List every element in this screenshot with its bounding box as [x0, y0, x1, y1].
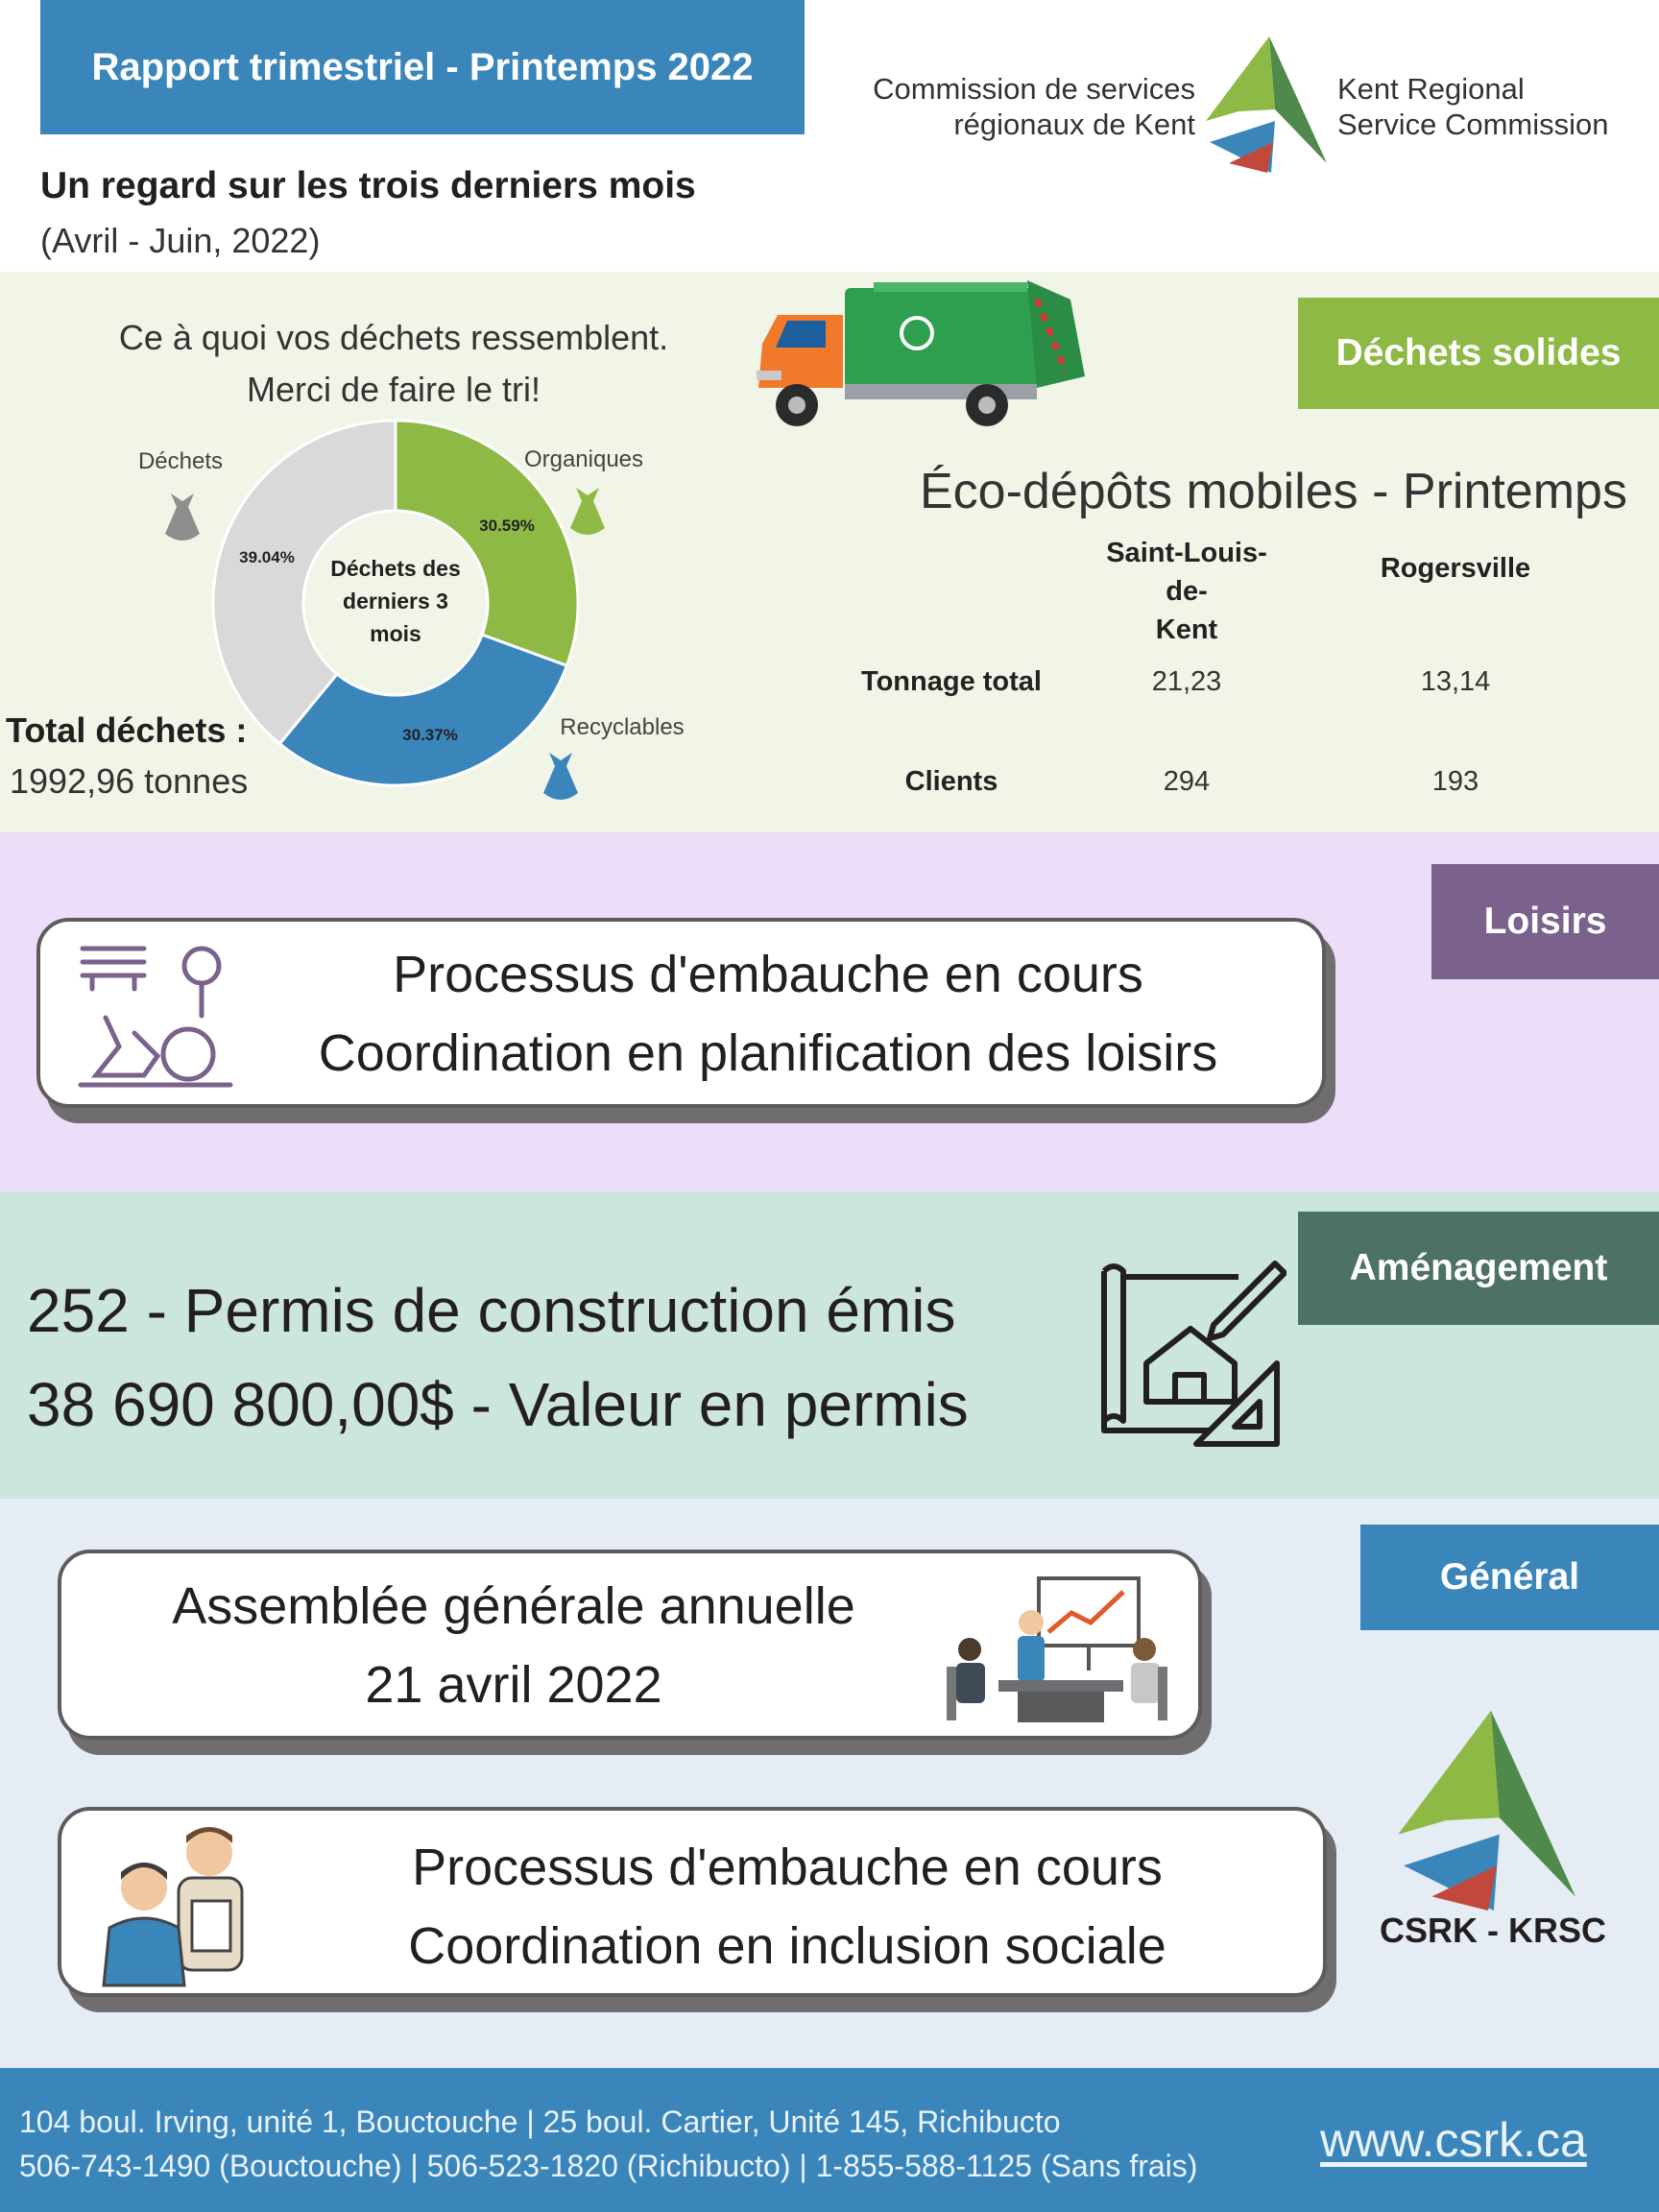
eco-row-clients-label: Clients [904, 766, 998, 797]
blueprint-house-icon [1094, 1258, 1286, 1450]
footer-phones: 506-743-1490 (Bouctouche) | 506-523-1820 (Richibucto) | 1-855-588-1125 (Sans frais) [19, 2149, 1198, 2183]
eco-col-saint-louis [1091, 534, 1283, 649]
leisure-line2: Coordination en planification des loisirs [318, 1024, 1218, 1082]
footer-website-link[interactable]: www.csrk.ca [1320, 2113, 1587, 2167]
footer-address: 104 boul. Irving, unité 1, Bouctouche | 25 boul. Cartier, Unité 145, Richibucto [19, 2104, 1061, 2139]
trash-bag-icon-grey [165, 493, 200, 541]
planning-stats [27, 1263, 969, 1452]
eco-clients-rogersville: 193 [1431, 766, 1479, 797]
leisure-sports-icon [77, 941, 240, 1094]
eco-col-saint-louis-line1: Saint-Louis-de- [1106, 538, 1267, 607]
hiring-line2: Coordination en inclusion sociale [408, 1917, 1166, 1975]
total-waste-label: Total déchets : [6, 710, 248, 750]
garbage-truck-icon [749, 271, 1109, 444]
planning-tag: Aménagement [1298, 1212, 1659, 1325]
eco-clients-saint-louis: 294 [1163, 766, 1211, 797]
meeting-presentation-icon [941, 1575, 1171, 1728]
permits-issued: 252 - Permis de construction émis [27, 1276, 956, 1345]
legend-organiques: Organiques [523, 446, 644, 472]
agm-date: 21 avril 2022 [365, 1656, 662, 1714]
eco-depot-table [803, 528, 1657, 831]
eco-col-saint-louis-line2: Kent [1155, 614, 1218, 645]
trash-bag-icon-blue [543, 753, 578, 800]
donut-center-line2: derniers 3 [343, 589, 448, 613]
total-waste-value: 1992,96 tonnes [10, 761, 249, 801]
eco-tonnage-rogersville: 13,14 [1420, 666, 1491, 697]
general-tag: Général [1360, 1525, 1659, 1630]
interview-people-icon [96, 1824, 269, 1987]
org-name-en-line1: Kent Regional [1337, 72, 1525, 106]
waste-caption-line2: Merci de faire le tri! [246, 370, 541, 409]
eco-col-rogersville: Rogersville [1380, 553, 1531, 584]
slice-label-dechets: 39.04% [239, 548, 295, 566]
slice-label-recyclables: 30.37% [402, 726, 458, 744]
solid-waste-tag: Déchets solides [1298, 298, 1659, 409]
report-period: (Avril - Juin, 2022) [40, 221, 321, 260]
eco-depot-title: Éco-dépôts mobiles - Printemps [920, 464, 1627, 519]
report-subtitle: Un regard sur les trois derniers mois [40, 165, 696, 206]
report-title: Rapport trimestriel - Printemps 2022 [40, 0, 805, 134]
commission-logo-icon [1200, 29, 1334, 173]
org-name-en [1337, 71, 1654, 142]
hiring-line1: Processus d'embauche en cours [412, 1839, 1163, 1896]
trash-bag-icon-green [570, 488, 605, 535]
donut-center-line3: mois [370, 621, 421, 646]
csrk-logo-icon [1382, 1699, 1594, 1911]
permits-value: 38 690 800,00$ - Valeur en permis [27, 1370, 969, 1439]
legend-recyclables: Recyclables [560, 714, 685, 740]
legend-dechets: Déchets [137, 448, 224, 474]
donut-center-line1: Déchets des [330, 556, 461, 581]
org-name-fr-line2: régionaux de Kent [953, 108, 1195, 141]
org-name-fr-line1: Commission de services [873, 72, 1195, 106]
org-name-en-line2: Service Commission [1337, 108, 1609, 141]
agm-title: Assemblée générale annuelle [172, 1577, 855, 1635]
csrk-logo-text: CSRK - KRSC [1379, 1911, 1606, 1950]
org-name-fr [826, 71, 1195, 142]
leisure-tag: Loisirs [1431, 864, 1659, 979]
leisure-line1: Processus d'embauche en cours [393, 946, 1143, 1003]
slice-label-organiques: 30.59% [479, 517, 535, 535]
eco-row-tonnage-label: Tonnage total [861, 666, 1042, 697]
waste-chart-caption [38, 312, 749, 416]
eco-tonnage-saint-louis: 21,23 [1151, 666, 1222, 697]
waste-caption-line1: Ce à quoi vos déchets ressemblent. [118, 318, 669, 357]
